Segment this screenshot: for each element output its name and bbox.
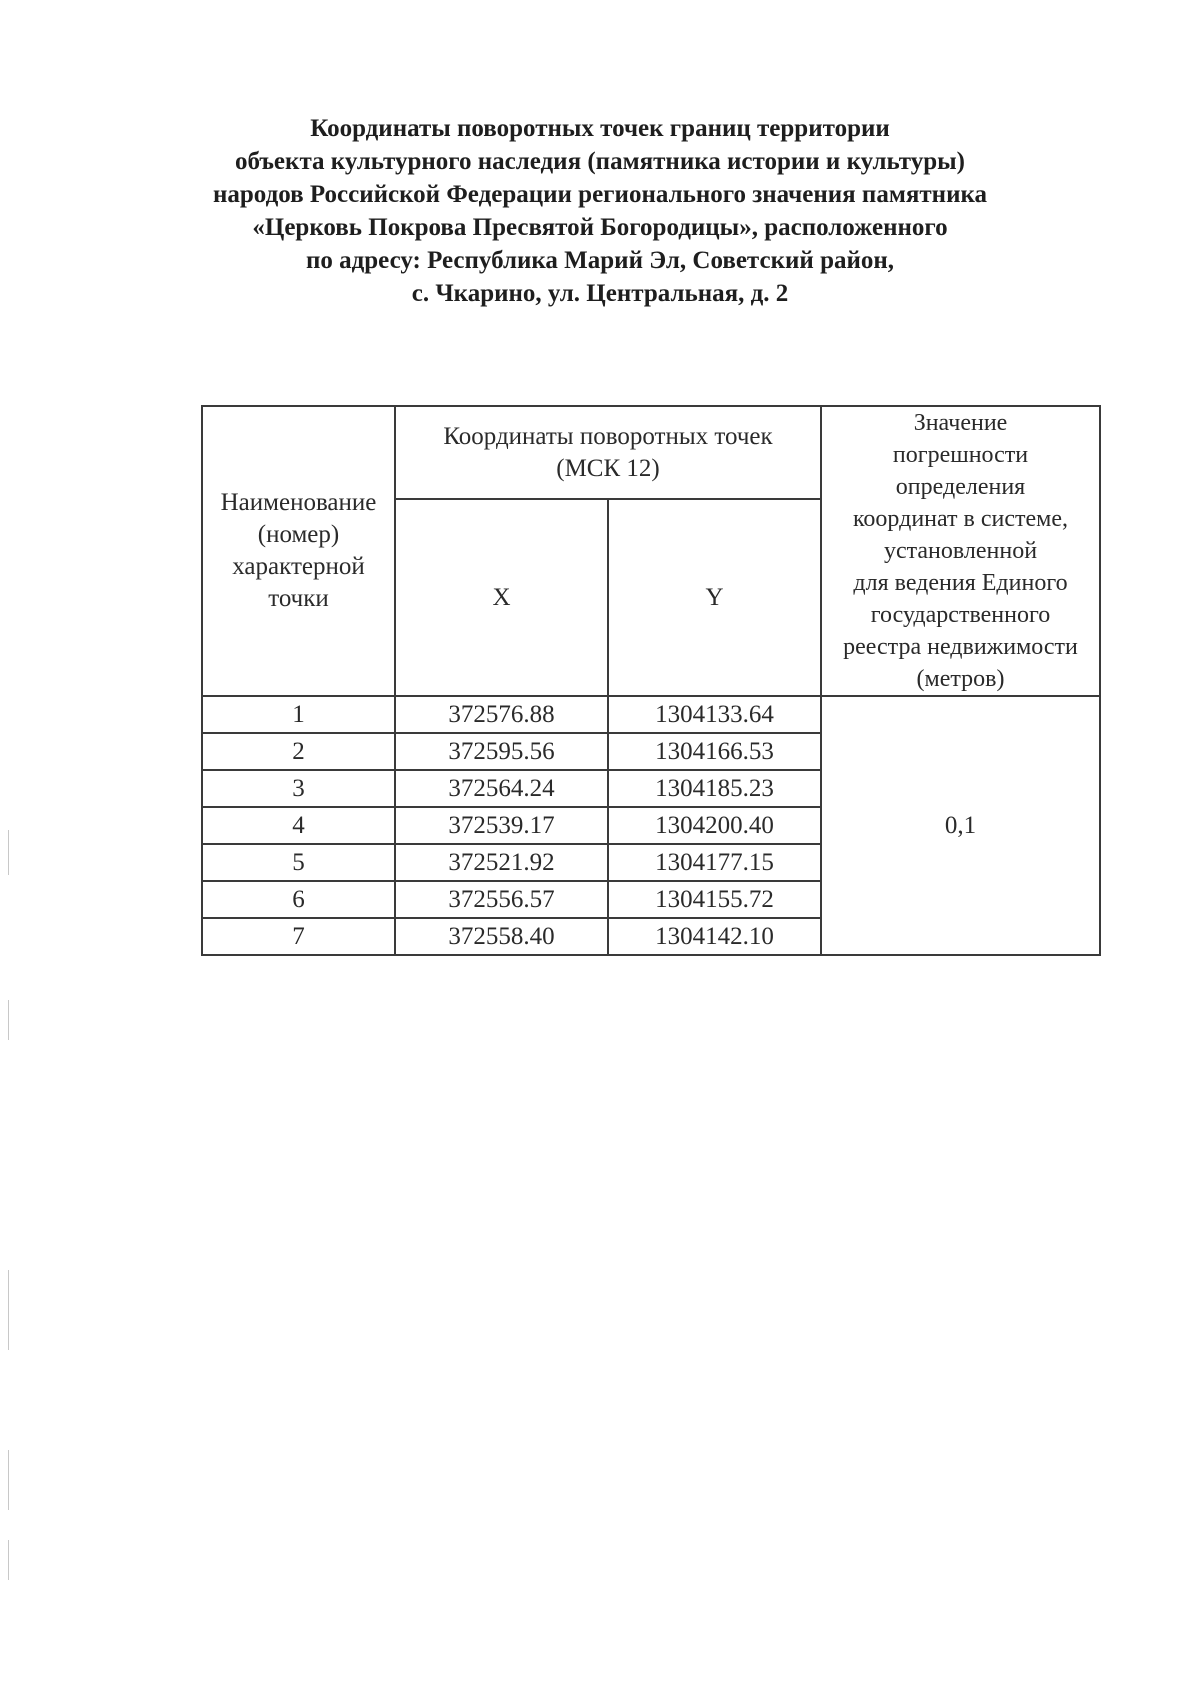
title-line: Координаты поворотных точек границ территории (310, 115, 890, 142)
cell-point-number: 4 (202, 807, 395, 844)
cell-x: 372539.17 (395, 807, 608, 844)
cell-y: 1304200.40 (608, 807, 821, 844)
cell-y: 1304166.53 (608, 733, 821, 770)
header-y: Y (608, 499, 821, 696)
scan-artifact (8, 830, 9, 875)
cell-x: 372564.24 (395, 770, 608, 807)
header-x: X (395, 499, 608, 696)
scan-artifact (8, 1450, 9, 1510)
title-line: с. Чкарино, ул. Центральная, д. 2 (411, 280, 789, 307)
cell-y: 1304177.15 (608, 844, 821, 881)
header-point-name: Наименование (номер) характерной точки (202, 406, 395, 696)
scan-artifact (8, 1540, 9, 1580)
cell-point-number: 6 (202, 881, 395, 918)
table-row (202, 696, 1100, 733)
cell-x: 372521.92 (395, 844, 608, 881)
cell-x: 372556.57 (395, 881, 608, 918)
cell-y: 1304133.64 (608, 696, 821, 733)
cell-point-number: 5 (202, 844, 395, 881)
cell-x: 372558.40 (395, 918, 608, 955)
cell-point-number: 2 (202, 733, 395, 770)
title-line: «Церковь Покрова Пресвятой Богородицы», расположенного (252, 214, 948, 241)
cell-y: 1304185.23 (608, 770, 821, 807)
document-title (150, 112, 1050, 310)
scan-artifact (8, 1270, 9, 1350)
cell-x: 372576.88 (395, 696, 608, 733)
header-error-value: Значение погрешности определения координат в системе, установленной для ведения Единого государственного реестра недвижимости (метров) (821, 406, 1100, 696)
title-line: по адресу: Республика Марий Эл, Советский район, (305, 247, 895, 274)
title-line: народов Российской Федерации регионального значения памятника (213, 181, 987, 208)
table-header-row (202, 406, 1100, 499)
header-coordinates: Координаты поворотных точек (МСК 12) (395, 406, 821, 499)
cell-error-value: 0,1 (821, 696, 1100, 955)
scan-artifact (8, 1000, 9, 1040)
cell-point-number: 1 (202, 696, 395, 733)
cell-point-number: 3 (202, 770, 395, 807)
cell-x: 372595.56 (395, 733, 608, 770)
title-line: объекта культурного наследия (памятника истории и культуры) (234, 148, 965, 175)
cell-point-number: 7 (202, 918, 395, 955)
cell-y: 1304142.10 (608, 918, 821, 955)
cell-y: 1304155.72 (608, 881, 821, 918)
coordinates-table (201, 405, 1101, 956)
